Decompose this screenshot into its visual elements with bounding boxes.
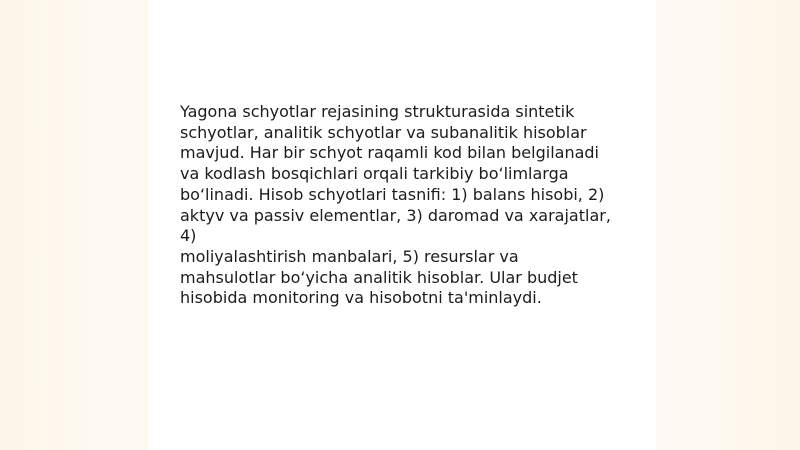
body-paragraph: Yagona schyotlar rejasining strukturasida sintetik schyotlar, analitik schyotlar va subanalitik hisoblar mavjud. Har bir schyot raqamli kod bilan belgilanadi va kodlash bosqichlari orqali tarkibiy bo‘limlarga bo‘linadi. Hisob schyotlari tasnifi: 1) balans hisobi, 2) aktyv va passiv elementlar, 3) daromad va xarajatlar, 4) moliyalashtirish manbalari, 5) resurslar va mahsulotlar bo‘yicha analitik hisoblar. Ular budjet hisobida monitoring va hisobotni ta'minlaydi. xyxy=(180,102,611,308)
document-page xyxy=(148,0,656,450)
